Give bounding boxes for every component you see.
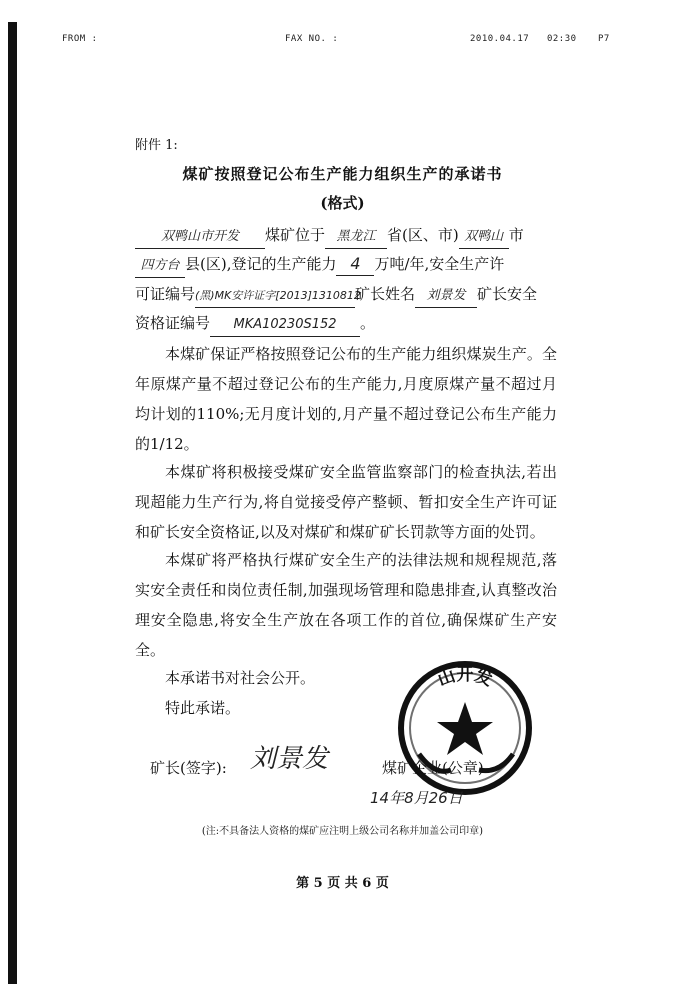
document-title: 煤矿按照登记公布生产能力组织生产的承诺书 xyxy=(182,165,503,183)
paragraph-safety: 本煤矿将严格执行煤矿安全生产的法律法规和规程规范,落实安全责任和岗位责任制,加强现场管理和隐患排查,认真整改治理安全隐患,将安全生产放在各项工作的首位,确保煤矿生产安全。 xyxy=(135,551,557,659)
form-text: 矿长安全 xyxy=(477,285,538,303)
form-text: 县(区),登记的生产能力 xyxy=(185,255,337,273)
license-number-field: (黑)MK安许证字[2013]1310812 xyxy=(195,285,355,308)
seal-text: 山开发 xyxy=(435,665,495,691)
paragraph-closing: 特此承诺。 xyxy=(165,699,241,717)
mine-name-field: 双鸭山市开发 xyxy=(135,226,265,249)
paragraph-inspection: 本煤矿将积极接受煤矿安全监管监察部门的检查执法,若出现超能力生产行为,将自觉接受停产整顿、暂扣安全生产许可证和矿长安全资格证,以及对煤矿和煤矿矿长罚款等方面的处罚。 xyxy=(135,463,557,541)
county-field: 四方台 xyxy=(135,255,185,278)
capacity-field: 4 xyxy=(336,253,374,276)
company-seal-label: 煤矿企业(公章) xyxy=(382,759,484,777)
fax-date-time: 2010.04.17 02:30 xyxy=(470,34,577,44)
form-line-4 xyxy=(135,312,555,337)
paragraph-public: 本承诺书对社会公开。 xyxy=(165,669,316,687)
form-text: 矿长姓名 xyxy=(355,285,416,303)
form-text: 资格证编号 xyxy=(135,314,211,332)
form-text: 万吨/年,安全生产许 xyxy=(374,255,505,273)
form-line-1 xyxy=(135,224,555,249)
footnote: (注:不具备法人资格的煤矿应注明上级公司名称并加盖公司印章) xyxy=(201,826,484,837)
attachment-label: 附件 1: xyxy=(135,138,178,153)
province-field: 黑龙江 xyxy=(325,226,387,249)
page-number: 第 5 页 共 6 页 xyxy=(296,876,389,891)
document-subtitle: (格式) xyxy=(320,194,365,212)
form-text: 省(区、市) xyxy=(387,226,459,244)
signing-date: 14年8月26日 xyxy=(370,789,463,807)
fax-page: P7 xyxy=(598,34,610,44)
fax-from: FROM : xyxy=(62,34,98,44)
director-name-field: 刘景发 xyxy=(415,285,477,308)
form-text: 。 xyxy=(360,314,376,332)
form-text: 煤矿位于 xyxy=(265,226,326,244)
form-line-2 xyxy=(135,253,555,278)
director-signature-label: 矿长(签字): xyxy=(150,759,227,777)
certificate-number-field: MKA10230S152 xyxy=(210,314,360,337)
form-text: 可证编号 xyxy=(135,285,196,303)
form-text: 市 xyxy=(508,226,524,244)
fax-number: FAX NO. : xyxy=(285,34,339,44)
city-field: 双鸭山 xyxy=(459,226,509,249)
director-signature: 刘景发 xyxy=(250,744,329,774)
paragraph-capacity: 本煤矿保证严格按照登记公布的生产能力组织煤炭生产。全年原煤产量不超过登记公布的生产能力,月度原煤产量不超过月均计划的110%;无月度计划的,月产量不超过登记公布生产能力的1/12。 xyxy=(135,345,557,453)
form-line-3 xyxy=(135,283,555,308)
